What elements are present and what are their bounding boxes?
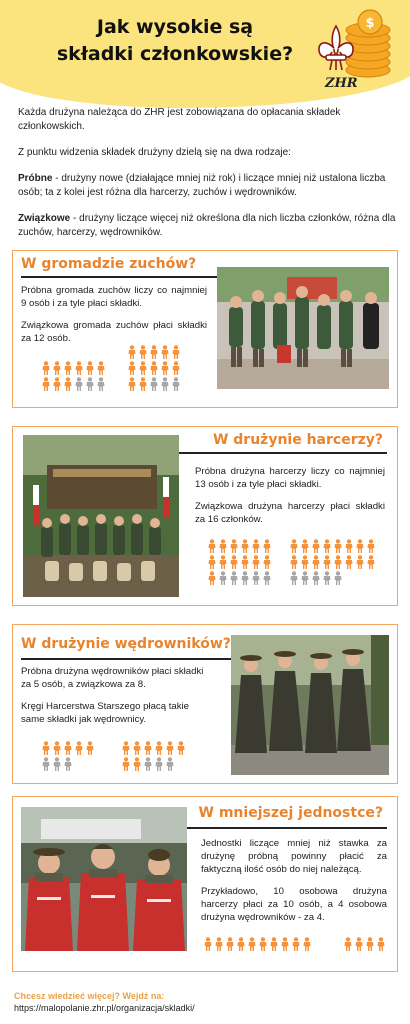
section-paragraph-2: Związkowa gromada zuchów płaci składki za 12 osób.: [21, 320, 207, 344]
orange-person-icon: [311, 555, 321, 569]
section-text: [195, 465, 385, 535]
gray-person-icon: [160, 377, 170, 391]
orange-person-icon: [355, 555, 365, 569]
orange-person-icon: [207, 555, 217, 569]
group-photo-scouts-camp: [23, 435, 179, 597]
orange-person-icon: [52, 361, 62, 375]
pictogram-zuchy-probna: [41, 361, 111, 391]
orange-person-icon: [365, 937, 375, 951]
section-paragraph-1: Próbna gromada zuchów liczy co najmniej 9 osób i za tyle płaci składki.: [21, 285, 207, 309]
orange-person-icon: [344, 555, 354, 569]
orange-person-icon: [138, 361, 148, 375]
section-text: [201, 837, 387, 933]
orange-person-icon: [85, 741, 95, 755]
orange-person-icon: [322, 539, 332, 553]
section-paragraph-2: Związkowa drużyna harcerzy płaci składki za 16 członków.: [195, 501, 385, 525]
orange-person-icon: [240, 555, 250, 569]
gray-person-icon: [289, 571, 299, 585]
orange-person-icon: [160, 345, 170, 359]
intro-paragraph-3: [18, 172, 396, 200]
orange-person-icon: [63, 361, 73, 375]
term-probne-definition: - drużyny nowe (działające mniej niż rok) i liczące mniej niż ustalona liczba osób; ta z kolei jest różna dla harcerzy, zuchów i wędrowników.: [18, 173, 386, 198]
orange-person-icon: [333, 539, 343, 553]
intro-paragraph-2: Z punktu widzenia składek drużyny dzielą się na dwa rodzaje:: [18, 147, 291, 158]
orange-person-icon: [355, 539, 365, 553]
section-paragraph-1: Jednostki liczące mniej niż stawka za drużynę próbną powinny płacić za faktyczną ilość osób do niej należącą.: [201, 838, 387, 875]
section-paragraph-2: Przykładowo, 10 osobowa drużyna harcerzy płaci za 10 osób, a 4 osobowa drużyna wędrowników - za 4.: [201, 886, 387, 923]
orange-person-icon: [311, 539, 321, 553]
gray-person-icon: [251, 571, 261, 585]
orange-person-icon: [229, 539, 239, 553]
orange-person-icon: [251, 555, 261, 569]
title-underline: [21, 658, 231, 660]
pictogram-zuchy-zwiazkowa: [127, 345, 183, 391]
orange-person-icon: [280, 937, 290, 951]
orange-person-icon: [160, 361, 170, 375]
section-paragraph-1: Próbna drużyna wędrowników płaci składki za 5 osób, a związkowa za 8.: [21, 666, 204, 690]
orange-person-icon: [203, 937, 213, 951]
section-title: W gromadzie zuchów?: [21, 256, 197, 272]
orange-person-icon: [240, 539, 250, 553]
section-title: W drużynie wędrowników?: [21, 636, 231, 652]
gray-person-icon: [74, 377, 84, 391]
term-probne: Próbne: [18, 173, 53, 184]
orange-person-icon: [138, 377, 148, 391]
orange-person-icon: [207, 539, 217, 553]
term-zwiazkowe: Związkowe: [18, 213, 71, 224]
section-mniejsze: [12, 796, 398, 972]
term-zwiazkowe-definition: - drużyny liczące więcej niż określona dla nich liczba członków, różna dla zuchów, harcerzy, wędrowników.: [18, 213, 396, 238]
orange-person-icon: [343, 937, 353, 951]
orange-person-icon: [333, 555, 343, 569]
orange-person-icon: [262, 539, 272, 553]
section-paragraph-2: Kręgi Harcerstwa Starszego płacą takie same składki jak wędrownicy.: [21, 701, 189, 725]
pictogram-mniejsze-harcerze: [203, 937, 323, 951]
orange-person-icon: [258, 937, 268, 951]
orange-person-icon: [376, 937, 386, 951]
orange-person-icon: [154, 741, 164, 755]
orange-person-icon: [322, 555, 332, 569]
pictogram-harcerze-probna: [207, 539, 277, 585]
orange-person-icon: [289, 539, 299, 553]
pictogram-harcerze-zwiazkowa: [289, 539, 381, 585]
zhr-logo-text: ZHR: [325, 76, 358, 91]
orange-person-icon: [41, 741, 51, 755]
orange-person-icon: [74, 361, 84, 375]
intro-text: [18, 106, 396, 252]
footer: [14, 990, 195, 1014]
orange-person-icon: [300, 555, 310, 569]
title-underline: [21, 276, 221, 278]
group-photo-scouts-rescue: [21, 807, 187, 951]
orange-person-icon: [229, 555, 239, 569]
title-line-1: Jak wysokie są: [96, 16, 254, 38]
title-underline: [163, 452, 387, 454]
orange-person-icon: [63, 377, 73, 391]
section-text: [21, 665, 211, 735]
header: [0, 0, 410, 105]
orange-person-icon: [262, 555, 272, 569]
section-title: W mniejszej jednostce?: [198, 805, 383, 821]
orange-person-icon: [366, 555, 376, 569]
orange-person-icon: [149, 361, 159, 375]
orange-person-icon: [366, 539, 376, 553]
svg-text:$: $: [365, 16, 375, 31]
orange-person-icon: [218, 555, 228, 569]
orange-person-icon: [138, 345, 148, 359]
orange-person-icon: [171, 345, 181, 359]
section-text: [21, 284, 207, 354]
gray-person-icon: [154, 757, 164, 771]
orange-person-icon: [63, 741, 73, 755]
orange-person-icon: [247, 937, 257, 951]
pictogram-wedrownicy-zwiazkowa: [121, 741, 191, 771]
orange-person-icon: [143, 741, 153, 755]
orange-person-icon: [127, 377, 137, 391]
title-underline: [183, 827, 387, 829]
group-photo-rovers-march: [231, 635, 389, 775]
orange-person-icon: [344, 539, 354, 553]
orange-person-icon: [121, 741, 131, 755]
group-photo-cub-scouts: [217, 267, 389, 389]
footer-link[interactable]: https://malopolanie.zhr.pl/organizacja/skladki/: [14, 1003, 195, 1013]
gray-person-icon: [41, 757, 51, 771]
orange-person-icon: [269, 937, 279, 951]
gray-person-icon: [149, 377, 159, 391]
gray-person-icon: [262, 571, 272, 585]
orange-person-icon: [52, 377, 62, 391]
title-line-2: składki członkowskie?: [56, 43, 294, 65]
pictogram-mniejsze-wedrownicy: [343, 937, 393, 951]
section-zuchy: [12, 250, 398, 408]
orange-person-icon: [96, 361, 106, 375]
orange-person-icon: [289, 555, 299, 569]
orange-person-icon: [218, 539, 228, 553]
orange-person-icon: [149, 345, 159, 359]
orange-person-icon: [165, 741, 175, 755]
section-wedrownicy: [12, 624, 398, 784]
gray-person-icon: [52, 757, 62, 771]
page-title: [40, 14, 310, 68]
intro-paragraph-1: Każda drużyna należąca do ZHR jest zobowiązana do opłacania składek członkowskich.: [18, 107, 341, 132]
gray-person-icon: [333, 571, 343, 585]
orange-person-icon: [41, 377, 51, 391]
orange-person-icon: [207, 571, 217, 585]
gray-person-icon: [300, 571, 310, 585]
orange-person-icon: [300, 539, 310, 553]
orange-person-icon: [132, 741, 142, 755]
gray-person-icon: [240, 571, 250, 585]
gray-person-icon: [85, 377, 95, 391]
footer-question: Chcesz wiedzieć więcej? Wejdź na:: [14, 991, 165, 1001]
pictogram-wedrownicy-probna: [41, 741, 101, 771]
orange-person-icon: [171, 361, 181, 375]
gray-person-icon: [171, 377, 181, 391]
orange-person-icon: [236, 937, 246, 951]
orange-person-icon: [41, 361, 51, 375]
gray-person-icon: [96, 377, 106, 391]
gray-person-icon: [322, 571, 332, 585]
orange-person-icon: [52, 741, 62, 755]
orange-person-icon: [127, 361, 137, 375]
gray-person-icon: [229, 571, 239, 585]
gray-person-icon: [63, 757, 73, 771]
section-title: W drużynie harcerzy?: [212, 432, 383, 448]
orange-person-icon: [251, 539, 261, 553]
orange-person-icon: [176, 741, 186, 755]
intro-paragraph-4: [18, 212, 396, 240]
gray-person-icon: [218, 571, 228, 585]
gray-person-icon: [143, 757, 153, 771]
section-paragraph-1: Próbna drużyna harcerzy liczy co najmniej 13 osób i za tyle płaci składki.: [195, 466, 385, 490]
orange-person-icon: [302, 937, 312, 951]
orange-person-icon: [354, 937, 364, 951]
orange-person-icon: [132, 757, 142, 771]
orange-person-icon: [127, 345, 137, 359]
orange-person-icon: [85, 361, 95, 375]
orange-person-icon: [214, 937, 224, 951]
orange-person-icon: [225, 937, 235, 951]
gray-person-icon: [311, 571, 321, 585]
gray-person-icon: [165, 757, 175, 771]
orange-person-icon: [74, 741, 84, 755]
orange-person-icon: [291, 937, 301, 951]
section-harcerze: [12, 426, 398, 606]
orange-person-icon: [121, 757, 131, 771]
